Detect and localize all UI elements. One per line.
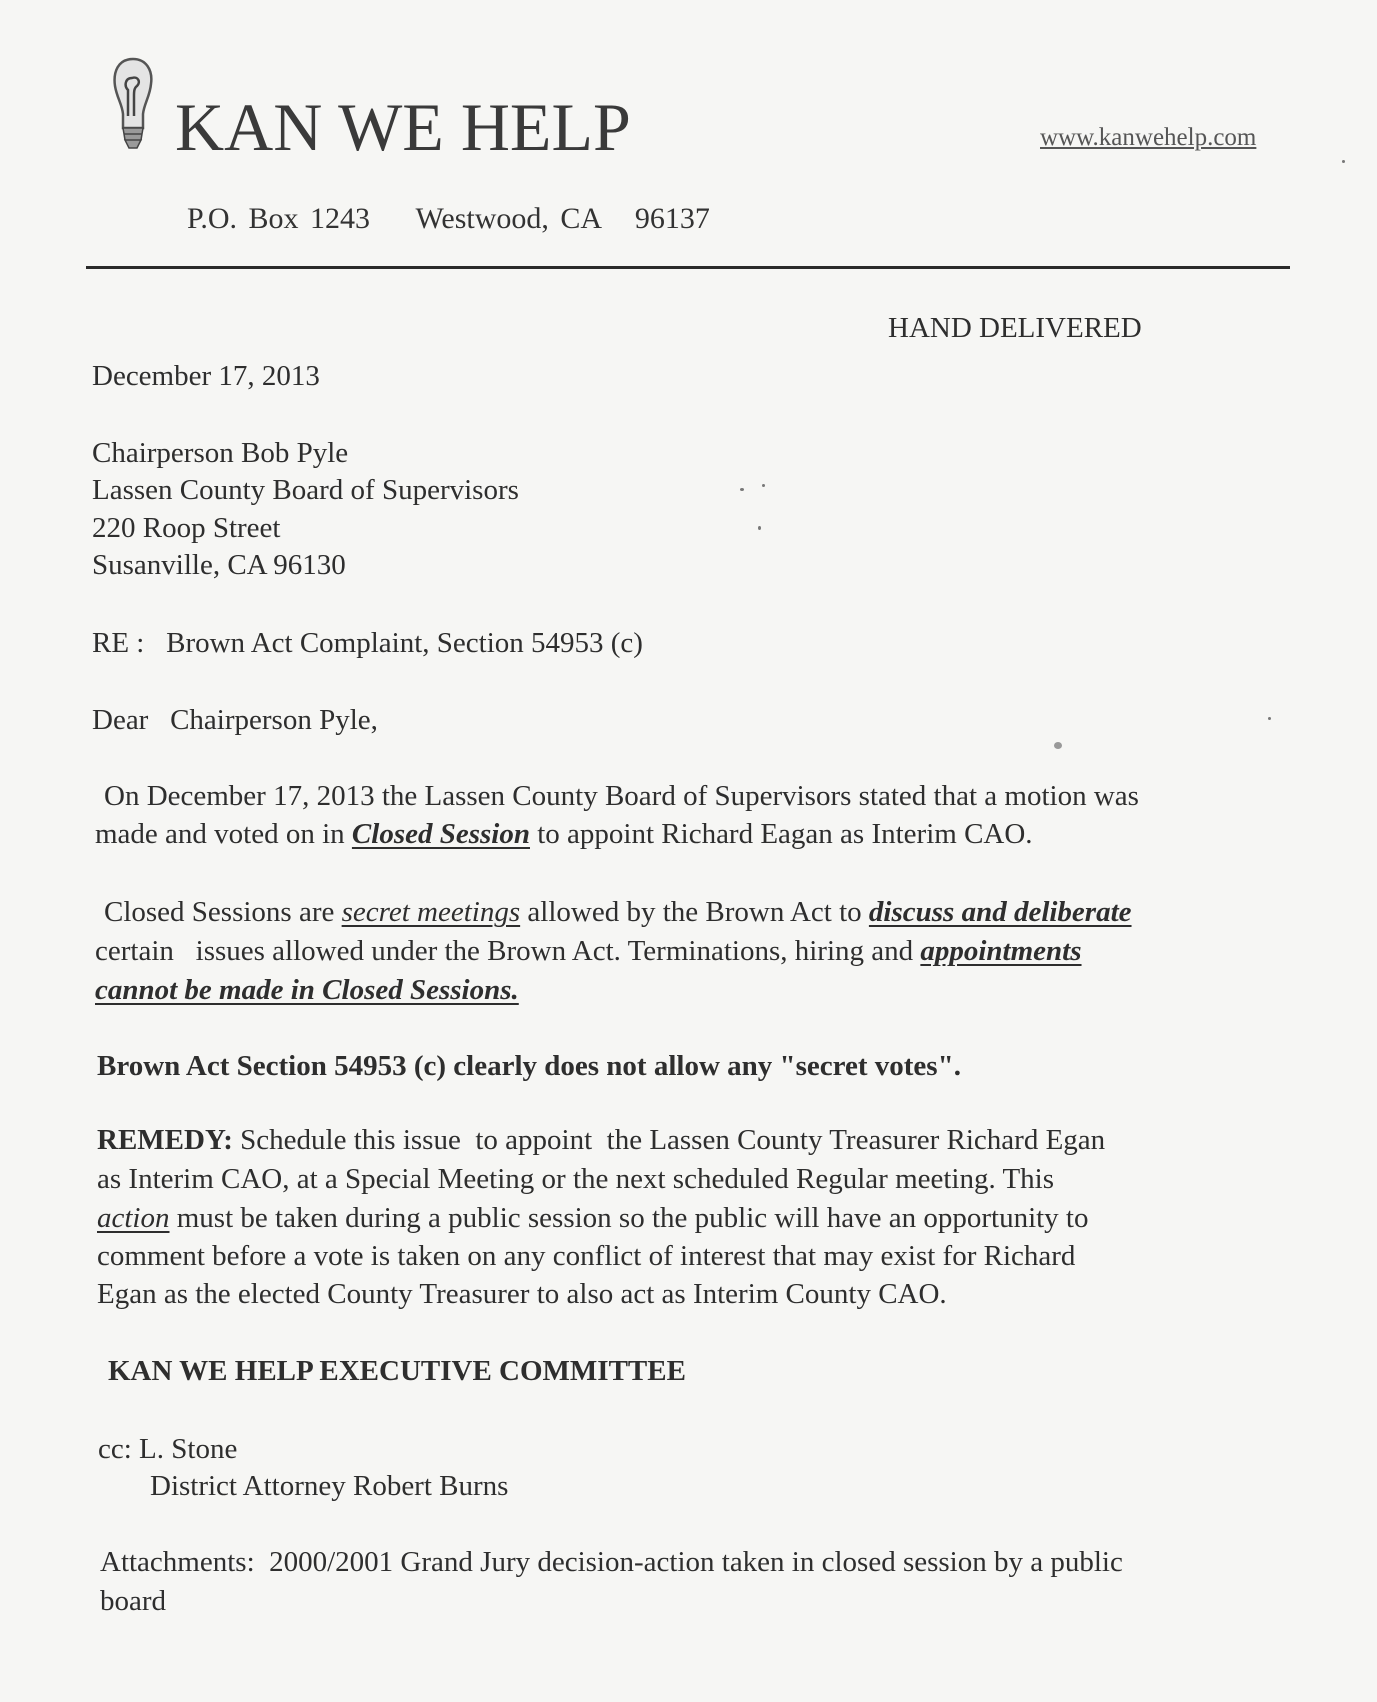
delivery-note: HAND DELIVERED [888,312,1142,344]
paragraph-1-line-2 [95,818,1033,851]
emphasis-discuss-deliberate: discuss and deliberate [868,896,1132,928]
text: to appoint Richard Eagan as Interim CAO. [530,818,1033,850]
emphasis-action: action [97,1202,170,1234]
text: Schedule this issue to appoint the Lassen County Treasurer Richard Egan [232,1124,1106,1156]
scan-speck [762,484,765,487]
recipient-city: Susanville, CA 96130 [92,549,346,581]
website-link[interactable]: www.kanwehelp.com [1040,124,1257,151]
remedy-label: REMEDY: [97,1124,233,1156]
emphasis-closed-session: Closed Session [351,818,530,850]
scan-speck [1342,160,1345,163]
org-address: P.O. Box 1243 Westwood, CA 96137 [187,202,710,235]
paragraph-2-line-3 [95,974,519,1007]
paragraph-2-line-1 [104,896,1132,929]
remedy-line-4: comment before a vote is taken on any conflict of interest that may exist for Richard [97,1240,1076,1272]
org-name: KAN WE HELP [175,89,631,165]
recipient-name: Chairperson Bob Pyle [92,437,349,469]
subject-line: RE : Brown Act Complaint, Section 54953 (c) [92,627,643,659]
header-divider [86,266,1290,269]
remedy-line-3 [97,1202,1089,1235]
scan-speck [758,526,761,530]
remedy-line-1 [97,1124,1105,1157]
cc-line-2: District Attorney Robert Burns [150,1470,509,1502]
paragraph-1-line-1: On December 17, 2013 the Lassen County Board of Supervisors stated that a motion was [104,780,1139,812]
text: must be taken during a public session so the public will have an opportunity to [169,1202,1089,1234]
attachments-line-1: Attachments: 2000/2001 Grand Jury decision-action taken in closed session by a public [100,1546,1123,1578]
scan-speck [1054,742,1062,749]
salutation: Dear Chairperson Pyle, [92,704,378,736]
text: made and voted on in [95,818,352,850]
scan-speck [740,488,744,491]
attachments-line-2: board [100,1585,167,1617]
signature-block: KAN WE HELP EXECUTIVE COMMITTEE [108,1355,686,1387]
cc-line-1: cc: L. Stone [98,1433,238,1465]
lightbulb-icon [110,56,156,152]
emphasis-secret-meetings: secret meetings [341,896,521,928]
text: certain issues allowed under the Brown Act. Terminations, hiring and [95,935,921,967]
scan-speck [1268,717,1271,720]
text: allowed by the Brown Act to [520,896,869,928]
emphasis-cannot-be-made: cannot be made in Closed Sessions. [95,974,519,1006]
emphasis-appointments: appointments [920,935,1082,967]
paragraph-2-line-2 [95,935,1082,968]
remedy-line-5: Egan as the elected County Treasurer to also act as Interim County CAO. [97,1278,947,1310]
recipient-org: Lassen County Board of Supervisors [92,474,519,506]
letter-date: December 17, 2013 [92,360,320,392]
recipient-street: 220 Roop Street [92,512,281,544]
text: Closed Sessions are [104,896,342,928]
paragraph-3: Brown Act Section 54953 (c) clearly does not allow any "secret votes". [97,1050,961,1082]
remedy-line-2: as Interim CAO, at a Special Meeting or the next scheduled Regular meeting. This [97,1163,1055,1195]
